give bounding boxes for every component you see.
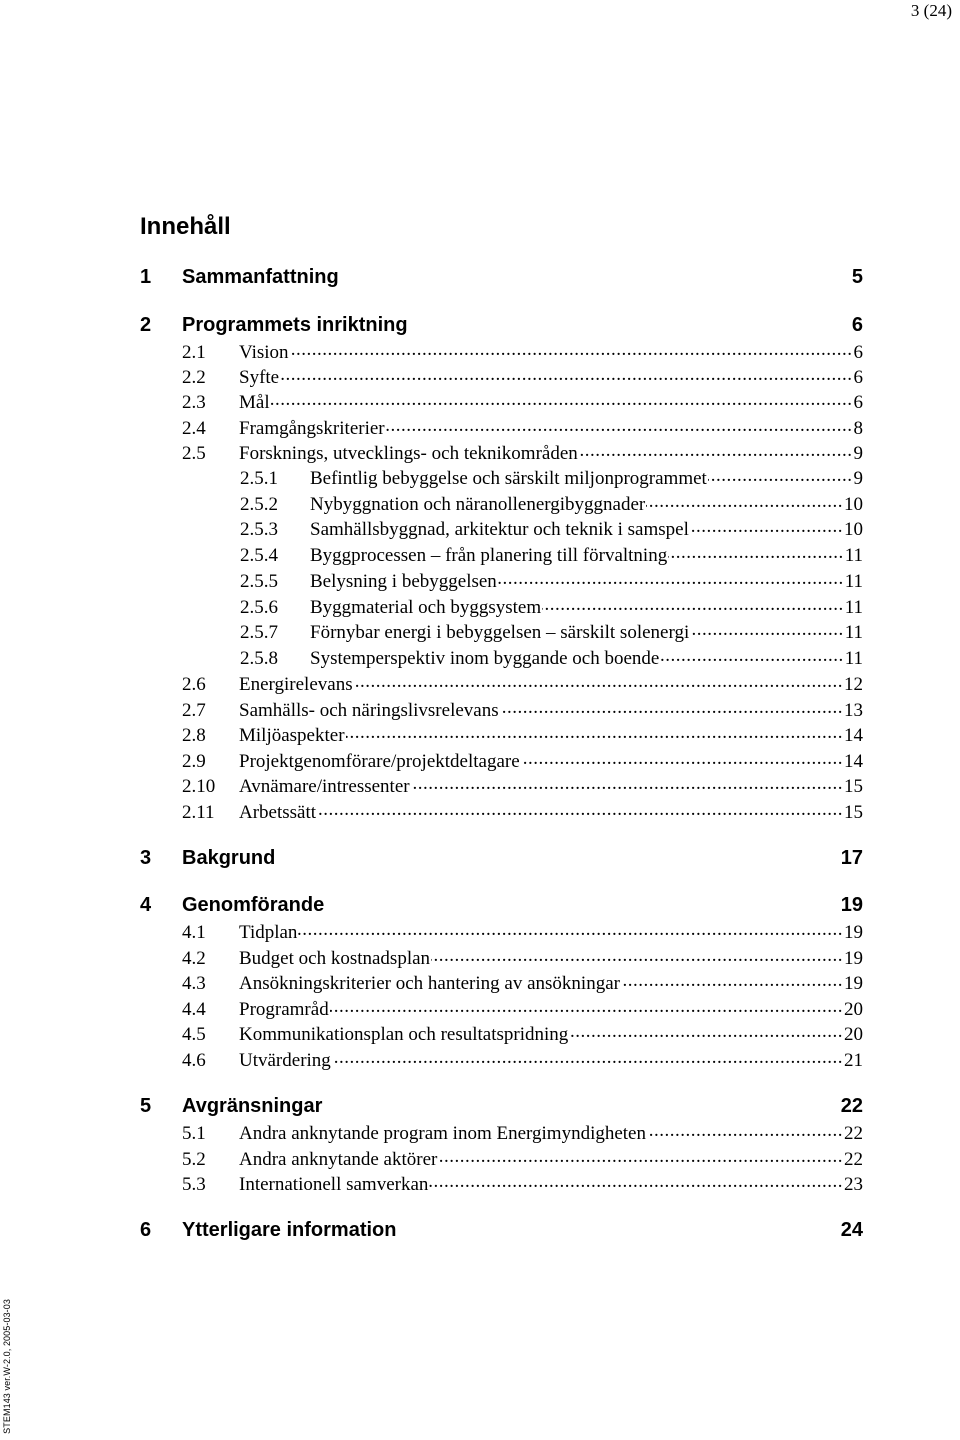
toc-entry-page: 21 bbox=[844, 1050, 863, 1071]
toc-section-entry[interactable] bbox=[140, 970, 863, 996]
toc-dot-leader bbox=[429, 1171, 843, 1190]
toc-dot-leader bbox=[579, 440, 853, 459]
toc-entry-page: 17 bbox=[840, 847, 863, 869]
toc-entry-number: 4.1 bbox=[182, 922, 206, 943]
toc-entry-page: 22 bbox=[844, 1123, 863, 1144]
toc-dot-leader bbox=[542, 594, 844, 613]
toc-section-entry[interactable] bbox=[140, 919, 863, 945]
toc-dot-leader bbox=[354, 671, 843, 690]
toc-entry-title: Mål bbox=[239, 392, 270, 413]
toc-dot-leader bbox=[690, 619, 843, 638]
toc-section-entry[interactable] bbox=[140, 568, 863, 594]
toc-entry-number: 2.5.8 bbox=[240, 648, 278, 669]
toc-entry-title: Byggprocessen – från planering till förvaltning bbox=[310, 545, 668, 566]
toc-dot-leader bbox=[346, 722, 843, 741]
toc-chapter-entry[interactable] bbox=[140, 1093, 863, 1119]
toc-entry-page: 19 bbox=[844, 973, 863, 994]
toc-entry-number: 2.7 bbox=[182, 700, 206, 721]
toc-entry-page: 9 bbox=[853, 443, 863, 464]
toc-entry-page: 5 bbox=[851, 266, 863, 288]
toc-section-entry[interactable] bbox=[140, 799, 863, 825]
toc-entry-title: Arbetssätt bbox=[239, 802, 317, 823]
toc-entry-title: Befintlig bebyggelse och särskilt miljonprogrammet bbox=[310, 468, 707, 489]
toc-entry-number: 2.5 bbox=[182, 443, 206, 464]
toc-entry-title: Miljöaspekter bbox=[239, 725, 345, 746]
toc-entry-page: 11 bbox=[844, 545, 863, 566]
toc-section-entry[interactable] bbox=[140, 491, 863, 517]
toc-entry-title: Andra anknytande program inom Energimyndigheten bbox=[239, 1123, 646, 1144]
toc-entry-page: 8 bbox=[853, 418, 863, 439]
toc-entry-title: Sammanfattning bbox=[182, 266, 339, 288]
toc-section-entry[interactable] bbox=[140, 1120, 863, 1146]
toc-entry-number: 5.1 bbox=[182, 1123, 206, 1144]
toc-entry-number: 2.5.3 bbox=[240, 519, 278, 540]
toc-entry-number: 3 bbox=[140, 847, 152, 869]
toc-entry-page: 22 bbox=[844, 1149, 863, 1170]
toc-entry-number: 2.10 bbox=[182, 776, 216, 797]
toc-entry-title: Vision bbox=[239, 342, 289, 363]
toc-dot-leader bbox=[500, 697, 843, 716]
toc-section-entry[interactable] bbox=[140, 542, 863, 568]
toc-section-entry[interactable] bbox=[140, 619, 863, 645]
toc-dot-leader bbox=[708, 465, 853, 484]
toc-entry-title: Genomförande bbox=[182, 894, 325, 916]
toc-entry-number: 4.5 bbox=[182, 1024, 206, 1045]
toc-entry-title: Samhällsbyggnad, arkitektur och teknik i samspel bbox=[310, 519, 689, 540]
toc-entry-number: 2.6 bbox=[182, 674, 206, 695]
toc-dot-leader bbox=[271, 389, 853, 408]
toc-entry-number: 2.5.2 bbox=[240, 494, 278, 515]
toc-entry-page: 14 bbox=[844, 725, 863, 746]
toc-entry-number: 2.5.7 bbox=[240, 622, 278, 643]
toc-chapter-entry[interactable] bbox=[140, 892, 863, 918]
toc-entry-page: 23 bbox=[844, 1174, 863, 1195]
toc-entry-page: 10 bbox=[844, 494, 863, 515]
toc-entry-page: 15 bbox=[844, 776, 863, 797]
toc-entry-page: 11 bbox=[844, 597, 863, 618]
toc-section-entry[interactable] bbox=[140, 389, 863, 415]
toc-section-entry[interactable] bbox=[140, 1171, 863, 1197]
toc-entry-title: Belysning i bebyggelsen bbox=[310, 571, 497, 592]
toc-dot-leader bbox=[521, 748, 843, 767]
toc-entry-number: 2.4 bbox=[182, 418, 206, 439]
toc-dot-leader bbox=[438, 1146, 843, 1165]
toc-entry-page: 11 bbox=[844, 622, 863, 643]
toc-section-entry[interactable] bbox=[140, 773, 863, 799]
toc-entry-number: 2.9 bbox=[182, 751, 206, 772]
page-number: 3 (24) bbox=[910, 1, 952, 20]
toc-section-entry[interactable] bbox=[140, 697, 863, 723]
toc-entry-title: Forsknings, utvecklings- och teknikområden bbox=[239, 443, 578, 464]
toc-entry-number: 2.5.6 bbox=[240, 597, 278, 618]
toc-section-entry[interactable] bbox=[140, 415, 863, 441]
toc-entry-page: 6 bbox=[851, 314, 863, 336]
toc-entry-number: 4.2 bbox=[182, 948, 206, 969]
document-version-note: STEM143 ver.W-2.0, 2005-03-03 bbox=[2, 1299, 12, 1434]
toc-section-entry[interactable] bbox=[140, 440, 863, 466]
toc-chapter-entry[interactable] bbox=[140, 312, 863, 338]
toc-title: Innehåll bbox=[140, 213, 231, 240]
toc-section-entry[interactable] bbox=[140, 671, 863, 697]
toc-entry-number: 1 bbox=[140, 266, 152, 288]
toc-entry-title: Avnämare/intressenter bbox=[239, 776, 410, 797]
toc-entry-title: Kommunikationsplan och resultatspridning bbox=[239, 1024, 569, 1045]
toc-entry-number: 4.3 bbox=[182, 973, 206, 994]
toc-entry-page: 22 bbox=[840, 1095, 863, 1117]
toc-entry-number: 6 bbox=[140, 1219, 152, 1241]
toc-entry-number: 2.2 bbox=[182, 367, 206, 388]
toc-dot-leader bbox=[431, 945, 843, 964]
toc-entry-number: 5.3 bbox=[182, 1174, 206, 1195]
toc-entry-page: 14 bbox=[844, 751, 863, 772]
toc-entry-title: Projektgenomförare/projektdeltagare bbox=[239, 751, 520, 772]
toc-dot-leader bbox=[690, 516, 843, 535]
toc-entry-page: 6 bbox=[853, 392, 863, 413]
toc-entry-page: 20 bbox=[844, 1024, 863, 1045]
toc-entry-title: Utvärdering bbox=[239, 1050, 331, 1071]
toc-dot-leader bbox=[647, 1120, 843, 1139]
toc-section-entry[interactable] bbox=[140, 645, 863, 671]
toc-entry-number: 5.2 bbox=[182, 1149, 206, 1170]
toc-entry-title: Syfte bbox=[239, 367, 280, 388]
toc-dot-leader bbox=[317, 799, 843, 818]
toc-entry-number: 4 bbox=[140, 894, 152, 916]
toc-entry-title: Programråd bbox=[239, 999, 329, 1020]
toc-entry-page: 11 bbox=[844, 648, 863, 669]
toc-entry-title: Andra anknytande aktörer bbox=[239, 1149, 438, 1170]
toc-entry-title: Framgångskriterier bbox=[239, 418, 385, 439]
toc-dot-leader bbox=[280, 364, 852, 383]
toc-entry-page: 24 bbox=[840, 1219, 863, 1241]
toc-entry-page: 11 bbox=[844, 571, 863, 592]
toc-entry-page: 19 bbox=[844, 922, 863, 943]
toc-entry-title: Byggmaterial och byggsystem bbox=[310, 597, 542, 618]
toc-entry-page: 9 bbox=[853, 468, 863, 489]
toc-section-entry[interactable] bbox=[140, 722, 863, 748]
toc-entry-title: Budget och kostnadsplan bbox=[239, 948, 431, 969]
toc-dot-leader bbox=[660, 645, 843, 664]
toc-entry-title: Systemperspektiv inom byggande och boende bbox=[310, 648, 660, 669]
toc-entry-number: 2.8 bbox=[182, 725, 206, 746]
toc-entry-title: Energirelevans bbox=[239, 674, 353, 695]
toc-entry-page: 19 bbox=[840, 894, 863, 916]
toc-dot-leader bbox=[386, 415, 853, 434]
toc-entry-page: 10 bbox=[844, 519, 863, 540]
toc-dot-leader bbox=[569, 1021, 843, 1040]
toc-entry-number: 2.5.1 bbox=[240, 468, 278, 489]
toc-entry-page: 20 bbox=[844, 999, 863, 1020]
toc-entry-title: Ansökningskriterier och hantering av ansökningar bbox=[239, 973, 620, 994]
toc-section-entry[interactable] bbox=[140, 996, 863, 1022]
toc-entry-title: Nybyggnation och näranollenergibyggnader bbox=[310, 494, 646, 515]
toc-section-entry[interactable] bbox=[140, 1146, 863, 1172]
toc-entry-page: 15 bbox=[844, 802, 863, 823]
toc-entry-title: Programmets inriktning bbox=[182, 314, 408, 336]
toc-entry-number: 2 bbox=[140, 314, 152, 336]
toc-entry-page: 12 bbox=[844, 674, 863, 695]
toc-chapter-entry[interactable] bbox=[140, 845, 863, 871]
toc-section-entry[interactable] bbox=[140, 945, 863, 971]
toc-entry-title: Ytterligare information bbox=[182, 1219, 397, 1241]
toc-dot-leader bbox=[621, 970, 843, 989]
toc-entry-number: 4.6 bbox=[182, 1050, 206, 1071]
toc-entry-title: Samhälls- och näringslivsrelevans bbox=[239, 700, 499, 721]
toc-entry-title: Avgränsningar bbox=[182, 1095, 323, 1117]
toc-dot-leader bbox=[498, 568, 844, 587]
toc-dot-leader bbox=[330, 996, 843, 1015]
toc-section-entry[interactable] bbox=[140, 1047, 863, 1073]
toc-dot-leader bbox=[332, 1047, 843, 1066]
toc-dot-leader bbox=[411, 773, 843, 792]
toc-section-entry[interactable] bbox=[140, 364, 863, 390]
toc-entry-number: 4.4 bbox=[182, 999, 206, 1020]
toc-dot-leader bbox=[290, 339, 853, 358]
toc-chapter-entry[interactable] bbox=[140, 1217, 863, 1243]
toc-entry-page: 6 bbox=[853, 367, 863, 388]
toc-section-entry[interactable] bbox=[140, 465, 863, 491]
toc-entry-title: Tidplan bbox=[239, 922, 298, 943]
toc-entry-page: 6 bbox=[853, 342, 863, 363]
toc-entry-title: Förnybar energi i bebyggelsen – särskilt solenergi bbox=[310, 622, 690, 643]
toc-section-entry[interactable] bbox=[140, 594, 863, 620]
toc-entry-title: Bakgrund bbox=[182, 847, 276, 869]
toc-section-entry[interactable] bbox=[140, 1021, 863, 1047]
toc-dot-leader bbox=[298, 919, 843, 938]
toc-section-entry[interactable] bbox=[140, 748, 863, 774]
toc-dot-leader bbox=[646, 491, 843, 510]
toc-chapter-entry[interactable] bbox=[140, 264, 863, 290]
toc-entry-page: 19 bbox=[844, 948, 863, 969]
toc-dot-leader bbox=[668, 542, 843, 561]
toc-entry-number: 2.1 bbox=[182, 342, 206, 363]
toc-entry-page: 13 bbox=[844, 700, 863, 721]
toc-entry-title: Internationell samverkan bbox=[239, 1174, 429, 1195]
toc-entry-number: 2.5.4 bbox=[240, 545, 278, 566]
toc-entry-number: 2.3 bbox=[182, 392, 206, 413]
toc-section-entry[interactable] bbox=[140, 516, 863, 542]
toc-entry-number: 2.5.5 bbox=[240, 571, 278, 592]
toc-entry-number: 2.11 bbox=[182, 802, 215, 823]
toc-entry-number: 5 bbox=[140, 1095, 152, 1117]
toc-section-entry[interactable] bbox=[140, 339, 863, 365]
